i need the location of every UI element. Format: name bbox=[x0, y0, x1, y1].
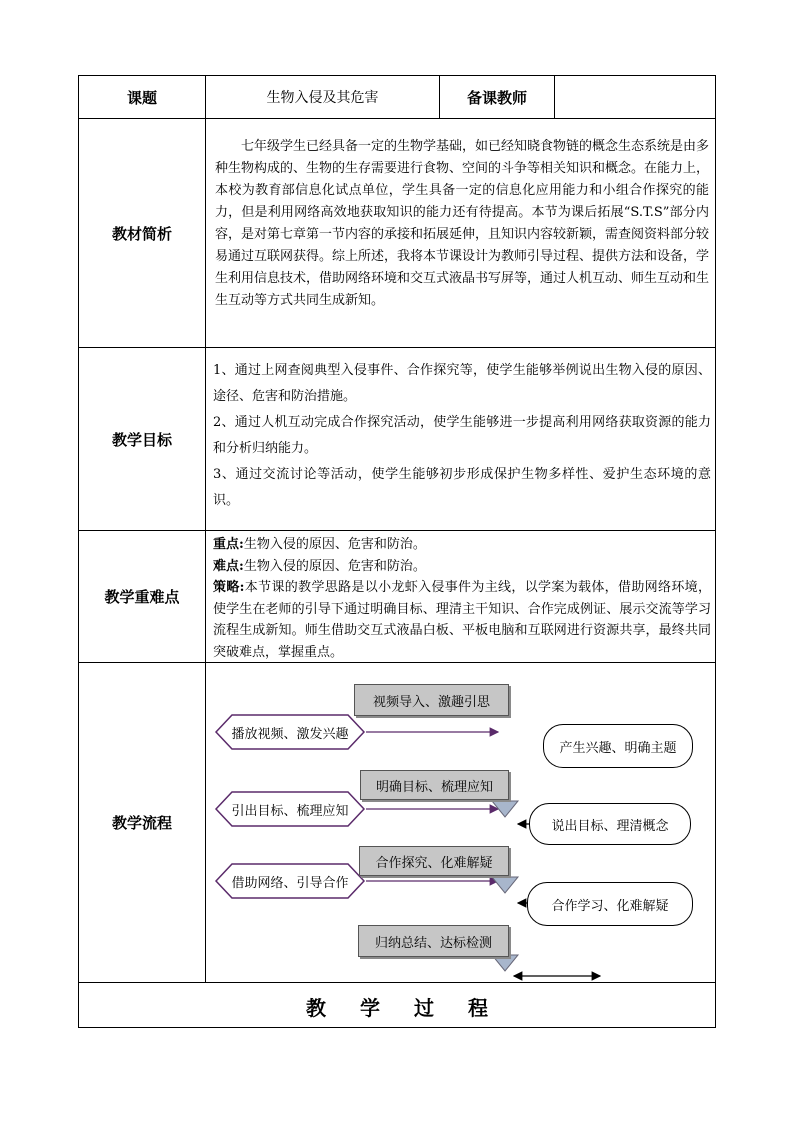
material-label: 教材简析 bbox=[111, 224, 172, 243]
lesson-plan-table bbox=[78, 75, 716, 1028]
goal-item: 1、通过上网查阅典型入侵事件、合作探究等，使学生能够举例说出生物入侵的原因、途径、危害和防治措施。 bbox=[213, 363, 711, 404]
student-action: 产生兴趣、明确主题 bbox=[543, 724, 693, 768]
student-action: 说出目标、理清概念 bbox=[529, 803, 691, 845]
keypoints-label: 教学重难点 bbox=[104, 588, 180, 606]
goals-list bbox=[213, 358, 711, 514]
teacher-action: 引出目标、梳理应知 bbox=[231, 803, 349, 819]
flow-step: 明确目标、梳理应知 bbox=[360, 770, 509, 800]
student-action: 合作学习、化难解疑 bbox=[527, 882, 693, 926]
flow-step: 视频导入、激趣引思 bbox=[354, 684, 509, 716]
teacher-label: 备课教师 bbox=[466, 88, 527, 107]
teacher-value bbox=[555, 76, 715, 118]
goal-item: 3、通过交流讨论等活动，使学生能够初步形成保护生物多样性、爱护生态环境的意识。 bbox=[213, 467, 711, 508]
flow-label: 教学流程 bbox=[111, 814, 172, 832]
strategy-label: 策略: bbox=[213, 580, 245, 595]
strategy-text: 本节课的教学思路是以小龙虾入侵事件为主线，以学案为载体，借助网络环境，使学生在老师的引导下通过明确目标、理清主干知识、合作完成例证、展示交流等学习流程生成新知。师生借助交互式液晶白板、平板电脑和互联网进行资源共享，最终共同突破难点，掌握重点。 bbox=[213, 580, 711, 660]
flow-step: 合作探究、化难解疑 bbox=[359, 846, 509, 876]
teacher-action: 借助网络、引导合作 bbox=[231, 875, 349, 891]
key-point-label: 重点: bbox=[213, 537, 244, 552]
key-point-text: 生物入侵的原因、危害和防治。 bbox=[243, 537, 426, 552]
difficulty-label: 难点: bbox=[213, 558, 244, 574]
topic-label: 课题 bbox=[126, 88, 157, 107]
goal-item: 2、通过人机互动完成合作探究活动，使学生能够进一步提高利用网络获取资源的能力和分析归纳能力。 bbox=[213, 415, 711, 456]
flow-step: 归纳总结、达标检测 bbox=[358, 925, 509, 957]
material-paragraph: 七年级学生已经具备一定的生物学基础，如已经知晓食物链的概念生态系统是由多种生物构成的、生物的生存需要进行食物、空间的斗争等相关知识和概念。在能力上，本校为教育部信息化试点单位，学生具备一定的信息化应用能力和小组合作探究的能力，但是利用网络高效地获取知识的能力还有待提高。本节为课后拓展“S.T.S”部分内容，是对第七章第一节内容的承接和拓展延伸，且知识内容较新颖，需查阅资料部分较易通过互联网获得。综上所述，我将本节课设计为教师引导过程、提供方法和设备，学生利用信息技术，借助网络环境和交互式液晶书写屏等，通过人机互动、师生互动和生生互动等方式共同生成新知。 bbox=[215, 139, 710, 308]
difficulty-text: 生物入侵的原因、危害和防治。 bbox=[243, 558, 426, 574]
keypoints-text bbox=[213, 534, 711, 663]
material-text bbox=[215, 136, 709, 312]
process-title: 教学过程 bbox=[306, 995, 522, 1020]
teacher-action: 播放视频、激发兴趣 bbox=[231, 726, 349, 742]
topic-value: 生物入侵及其危害 bbox=[266, 90, 379, 106]
goals-label: 教学目标 bbox=[111, 430, 172, 449]
